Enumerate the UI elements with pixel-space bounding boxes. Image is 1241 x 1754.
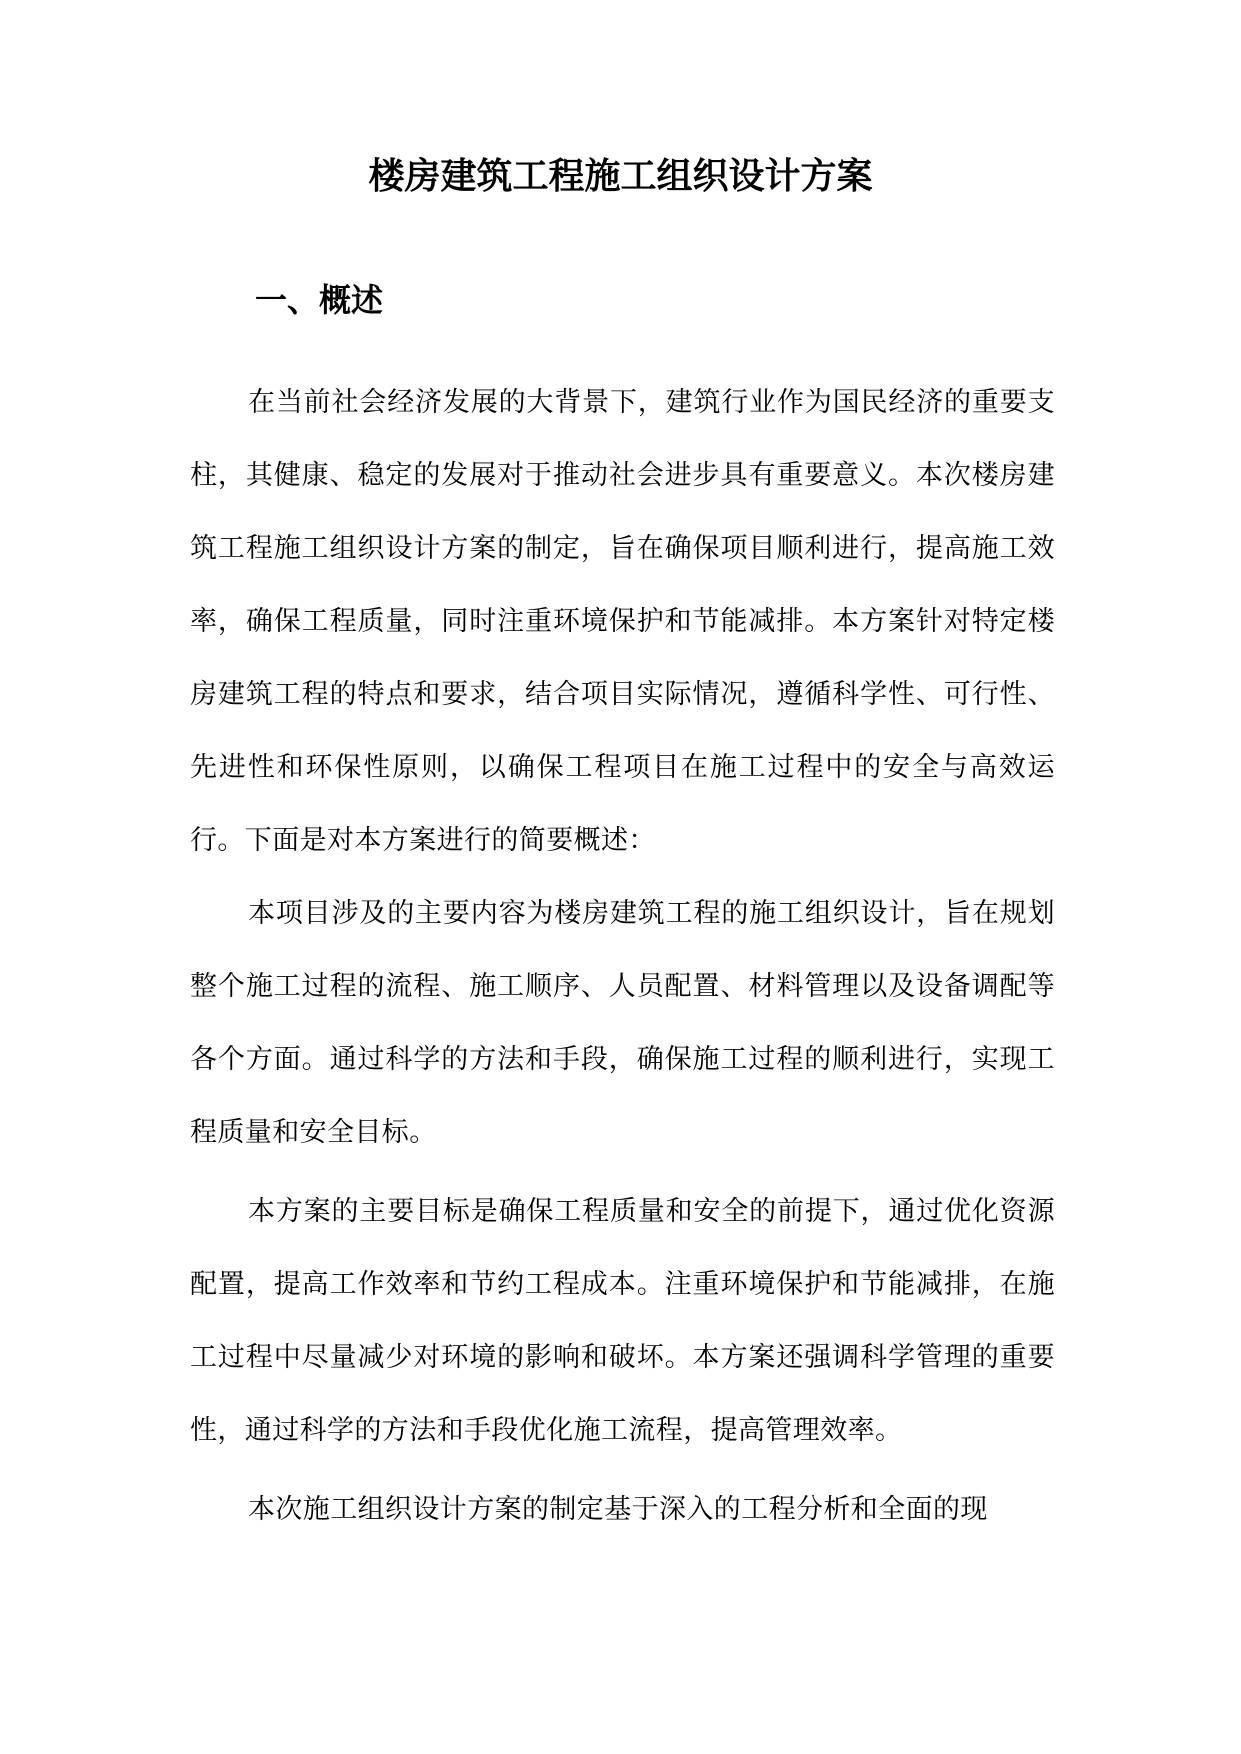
paragraph-main-goals: 本方案的主要目标是确保工程质量和安全的前提下，通过优化资源配置，提高工作效率和节约工程成本。注重环境保护和节能减排，在施工过程中尽量减少对环境的影响和破坏。本方案还强调科学管理的重要性，通过科学的方法和手段优化施工流程，提高管理效率。 <box>190 1196 1055 1446</box>
section-heading: 一、概述 <box>255 281 384 319</box>
section-body <box>190 366 1055 1546</box>
paragraph-basis: 本次施工组织设计方案的制定基于深入的工程分析和全面的现 <box>248 1494 988 1525</box>
paragraph-overview-intro: 在当前社会经济发展的大背景下，建筑行业作为国民经济的重要支柱，其健康、稳定的发展对于推动社会进步具有重要意义。本次楼房建筑工程施工组织设计方案的制定，旨在确保项目顺利进行，提高施工效率，确保工程质量，同时注重环境保护和节能减排。本方案针对特定楼房建筑工程的特点和要求，结合项目实际情况，遵循科学性、可行性、先进性和环保性原则，以确保工程项目在施工过程中的安全与高效运行。下面是对本方案进行的简要概述： <box>190 387 1055 856</box>
document-title: 楼房建筑工程施工组织设计方案 <box>368 155 873 197</box>
paragraph-project-content: 本项目涉及的主要内容为楼房建筑工程的施工组织设计，旨在规划整个施工过程的流程、施工顺序、人员配置、材料管理以及设备调配等各个方面。通过科学的方法和手段，确保施工过程的顺利进行，实现工程质量和安全目标。 <box>190 898 1055 1148</box>
